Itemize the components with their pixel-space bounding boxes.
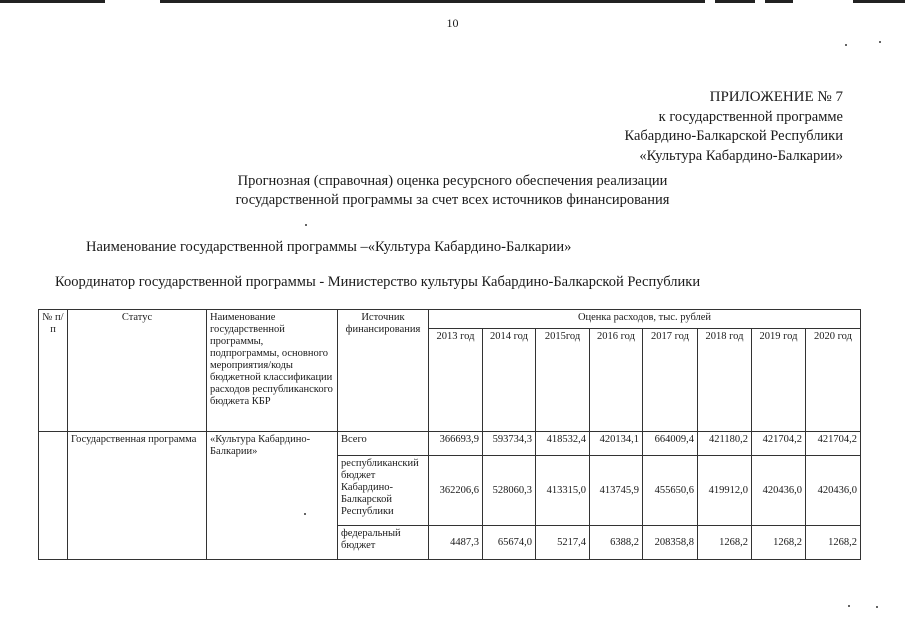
header-year: 2017 год xyxy=(643,329,698,432)
program-name: Наименование государственной программы –«Культура Кабардино-Балкарии» xyxy=(86,239,572,255)
header-status: Статус xyxy=(68,310,207,432)
scan-line xyxy=(853,0,905,3)
status-cell: Государственная программа xyxy=(68,432,207,560)
scan-speck xyxy=(848,605,850,607)
document-title xyxy=(0,172,905,210)
value-cell: 419912,0 xyxy=(698,456,752,526)
value-cell: 1268,2 xyxy=(752,526,806,560)
scan-line xyxy=(715,0,755,3)
source-cell: республиканский бюджет Кабардино-Балкарской Республики xyxy=(338,456,429,526)
document-title-line: Прогнозная (справочная) оценка ресурсного обеспечения реализации xyxy=(237,173,668,189)
scan-line xyxy=(160,0,705,3)
appendix-line: Кабардино-Балкарской Республики xyxy=(624,128,843,144)
appendix-title: ПРИЛОЖЕНИЕ № 7 xyxy=(709,89,843,105)
value-cell: 413745,9 xyxy=(590,456,643,526)
value-cell: 664009,4 xyxy=(643,432,698,456)
header-year: 2016 год xyxy=(590,329,643,432)
scan-line xyxy=(0,0,105,3)
scan-speck xyxy=(305,224,307,226)
value-cell: 1268,2 xyxy=(698,526,752,560)
document-title-line: государственной программы за счет всех источников финансирования xyxy=(235,192,670,208)
appendix-line: «Культура Кабардино-Балкарии» xyxy=(639,147,843,164)
header-year: 2014 год xyxy=(483,329,536,432)
value-cell: 5217,4 xyxy=(536,526,590,560)
value-cell: 65674,0 xyxy=(483,526,536,560)
value-cell: 208358,8 xyxy=(643,526,698,560)
value-cell: 418532,4 xyxy=(536,432,590,456)
header-number: № п/п xyxy=(39,310,68,432)
value-cell: 1268,2 xyxy=(806,526,861,560)
value-cell: 420436,0 xyxy=(806,456,861,526)
value-cell: 593734,3 xyxy=(483,432,536,456)
table-row xyxy=(39,432,861,456)
header-estimate: Оценка расходов, тыс. рублей xyxy=(429,310,861,329)
appendix-block xyxy=(624,88,843,166)
value-cell: 421704,2 xyxy=(806,432,861,456)
value-cell: 420134,1 xyxy=(590,432,643,456)
header-year: 2015год xyxy=(536,329,590,432)
value-cell: 362206,6 xyxy=(429,456,483,526)
source-cell: Всего xyxy=(338,432,429,456)
value-cell: 4487,3 xyxy=(429,526,483,560)
value-cell: 420436,0 xyxy=(752,456,806,526)
row-number-cell xyxy=(39,432,68,560)
coordinator: Координатор государственной программы - Министерство культуры Кабардино-Балкарской Республики xyxy=(55,274,701,290)
scan-speck xyxy=(879,41,881,43)
value-cell: 6388,2 xyxy=(590,526,643,560)
value-cell: 366693,9 xyxy=(429,432,483,456)
header-year: 2019 год xyxy=(752,329,806,432)
header-year: 2018 год xyxy=(698,329,752,432)
header-year: 2020 год xyxy=(806,329,861,432)
header-year: 2013 год xyxy=(429,329,483,432)
program-cell: «Культура Кабардино-Балкарии» xyxy=(207,432,338,560)
value-cell: 421180,2 xyxy=(698,432,752,456)
page-number: 10 xyxy=(446,16,459,30)
budget-table xyxy=(38,309,861,560)
header-name: Наименование государственной программы, подпрограммы, основного мероприятия/коды бюджетной классификации расходов республиканского бюджета КБР xyxy=(207,310,338,432)
scan-speck xyxy=(876,606,878,608)
value-cell: 421704,2 xyxy=(752,432,806,456)
value-cell: 413315,0 xyxy=(536,456,590,526)
scan-speck xyxy=(304,513,306,515)
header-source: Источник финансирования xyxy=(338,310,429,432)
appendix-line: к государственной программе xyxy=(658,108,843,125)
source-cell: федеральный бюджет xyxy=(338,526,429,560)
scan-speck xyxy=(845,44,847,46)
scan-line xyxy=(765,0,793,3)
value-cell: 528060,3 xyxy=(483,456,536,526)
value-cell: 455650,6 xyxy=(643,456,698,526)
